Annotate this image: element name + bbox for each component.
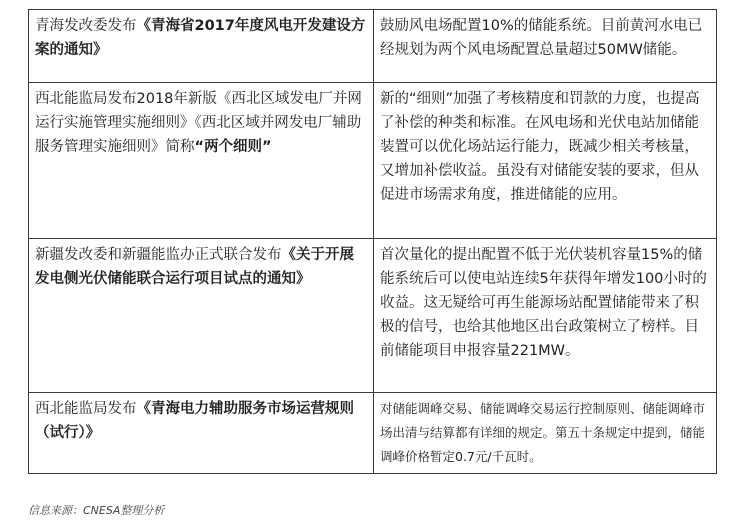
policy-table — [28, 9, 717, 474]
issuer-text: 新疆发改委和新疆能监办正式联合发布 — [35, 247, 282, 263]
policy-title: 《关于开展发电侧光伏储能联合运行项目试点的通知》 — [35, 247, 354, 287]
policy-issuer-cell — [29, 239, 374, 393]
policy-issuer-cell — [29, 83, 374, 239]
table-row — [29, 10, 717, 83]
policy-issuer-cell — [29, 10, 374, 83]
table-row — [29, 393, 717, 474]
source-note: 信息来源：CNESA整理分析 — [28, 504, 165, 517]
policy-summary-cell: 鼓励风电场配置10%的储能系统。目前黄河水电已经规划为两个风电场配置总量超过50MW储能。 — [374, 10, 717, 83]
policy-summary-cell: 新的“细则”加强了考核精度和罚款的力度，也提高了补偿的种类和标准。在风电场和光伏电站加储能装置可以优化场站运行能力，既减少相关考核量，又增加补偿收益。虽没有对储能安装的要求，但从促进市场需求角度，推进储能的应用。 — [374, 83, 717, 239]
policy-issuer-cell — [29, 393, 374, 474]
policy-summary-cell: 对储能调峰交易、储能调峰交易运行控制原则、储能调峰市场出清与结算都有详细的规定。第五十条规定中提到，储能调峰价格暂定0.7元/千瓦时。 — [374, 393, 717, 474]
table-row — [29, 83, 717, 239]
policy-title: 《青海电力辅助服务市场运营规则（试行）》 — [35, 401, 354, 441]
policy-summary-cell: 首次量化的提出配置不低于光伏装机容量15%的储能系统后可以使电站连续5年获得年增发100小时的收益。这无疑给可再生能源场站配置储能带来了积极的信号，也给其他地区出台政策树立了榜样。目前储能项目申报容量221MW。 — [374, 239, 717, 393]
issuer-text: 青海发改委发布 — [35, 18, 137, 34]
table-row — [29, 239, 717, 393]
issuer-text: 西北能监局发布2018年新版《西北区域发电厂并网运行实施管理实施细则》《西北区域并网发电厂辅助服务管理实施细则》简称 — [35, 91, 362, 155]
policy-title: 《青海省2017年度风电开发建设方案的通知》 — [35, 18, 366, 58]
issuer-text: 西北能监局发布 — [35, 401, 137, 417]
policy-title: “两个细则” — [194, 139, 272, 155]
